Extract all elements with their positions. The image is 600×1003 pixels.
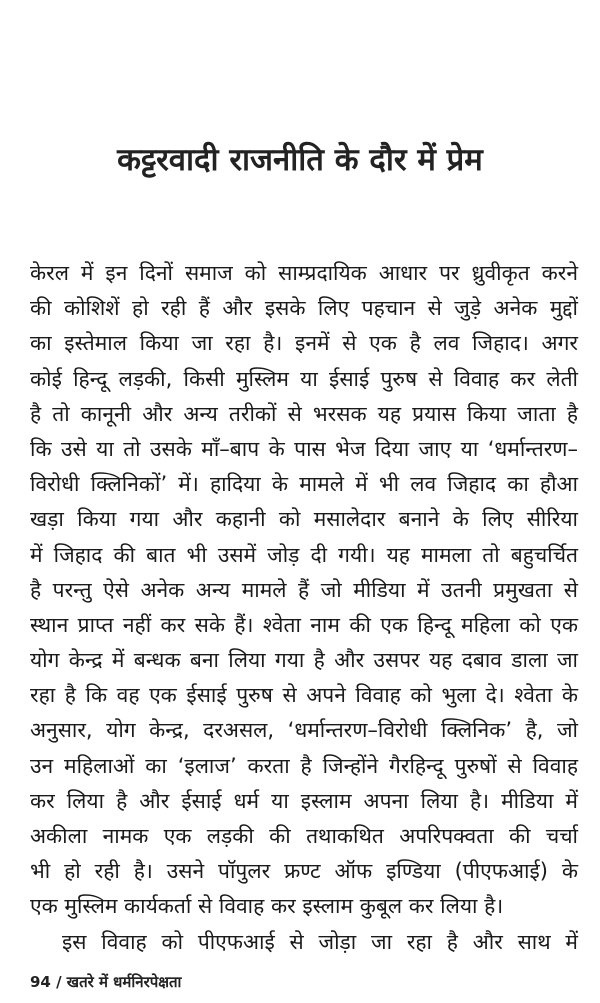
text-line: है तो कानूनी और अन्य तरीकों से भरसक यह प्रयास किया जाता है (30, 401, 578, 426)
text-line: योग केन्द्र में बन्धक बना लिया गया है और उसपर यह दबाव डाला जा (30, 648, 578, 673)
text-line: है परन्तु ऐसे अनेक अन्य मामले हैं जो मीडिया में उतनी प्रमुखता से (30, 577, 578, 602)
text-line: एक मुस्लिम कार्यकर्ता से विवाह कर इस्लाम कुबूल कर लिया है। (30, 894, 504, 919)
text-line: खड़ा किया गया और कहानी को मसालेदार बनाने के लिए सीरिया (30, 507, 578, 532)
text-line: स्थान प्राप्त नहीं कर सके हैं। श्वेता नाम की एक हिन्दू महिला को एक (30, 612, 578, 637)
text-line: का इस्तेमाल किया जा रहा है। इनमें से एक है लव जिहाद। अगर (30, 331, 578, 356)
text-line: कि उसे या तो उसके माँ–बाप के पास भेज दिया जाए या ‘धर्मान्तरण– (30, 436, 578, 461)
text-line: भी हो रही है। उसने पॉपुलर फ्रण्ट ऑफ इण्डिया (पीएफआई) के (30, 859, 578, 884)
text-line: अनुसार, योग केन्द्र, दरअसल, ‘धर्मान्तरण–विरोधी क्लिनिक’ है, जो (30, 718, 578, 743)
text-line: कोई हिन्दू लड़की, किसी मुस्लिम या ईसाई पुरुष से विवाह कर लेती (30, 366, 578, 391)
page-footer: 94 / खतरे में धर्मनिरपेक्षता (30, 973, 182, 991)
text-line: कर लिया है और ईसाई धर्म या इस्लाम अपना लिया है। मीडिया में (30, 788, 578, 813)
body-text (30, 256, 578, 960)
chapter-title: कट्टरवादी राजनीति के दौर में प्रेम (117, 142, 483, 178)
text-line: अकीला नामक एक लड़की की तथाकथित अपरिपक्वता की चर्चा (30, 824, 578, 848)
text-line: रहा है कि वह एक ईसाई पुरुष से अपने विवाह को भुला दे। श्वेता के (30, 683, 578, 708)
text-line: उन महिलाओं का ‘इलाज’ करता है जिन्होंने गैरहिन्दू पुरुषों से विवाह (30, 753, 578, 778)
text-line: इस विवाह को पीएफआई से जोड़ा जा रहा है और साथ में (62, 929, 578, 954)
text-line: विरोधी क्लिनिकों’ में। हादिया के मामले में भी लव जिहाद का हौआ (30, 472, 578, 497)
text-line: की कोशिशें हो रही हैं और इसके लिए पहचान से जुड़े अनेक मुद्दों (30, 296, 578, 321)
text-line: में जिहाद की बात भी उसमें जोड़ दी गयी। यह मामला तो बहुचर्चित (30, 542, 578, 567)
text-line: केरल में इन दिनों समाज को साम्प्रदायिक आधार पर ध्रुवीकृत करने (30, 261, 578, 285)
